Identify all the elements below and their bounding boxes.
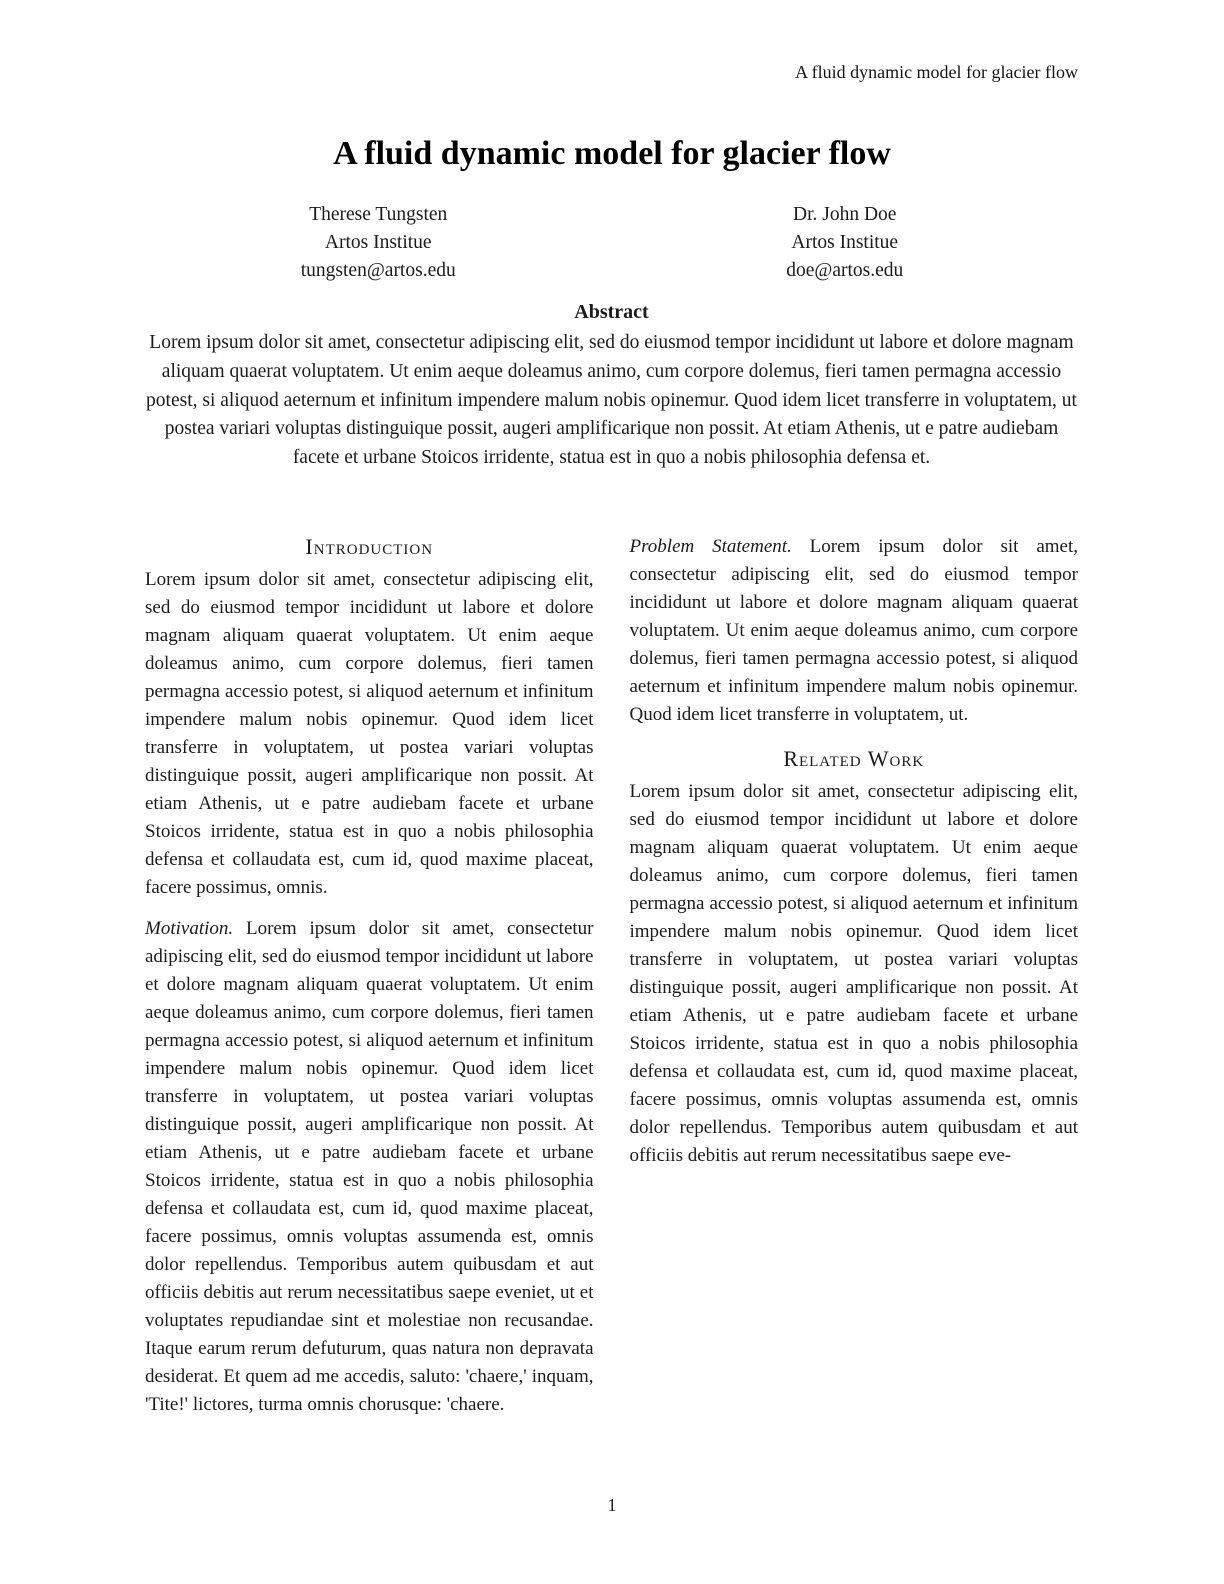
related-work-paragraph: Lorem ipsum dolor sit amet, consectetur adipiscing elit, sed do eiusmod tempor incididunt ut labore et dolore magnam aliquam quaerat voluptatem. Ut enim aeque doleamus animo, cum corpore dolemus, fieri tamen permagna accessio potest, si aliquod aeternum et infinitum impendere malum nobis opinemur. Quod idem licet transferre in voluptatem, ut postea variari voluptas distinguique possit, augeri amplificarique non possit. At etiam Athenis, ut e patre audiebam facete et urbane Stoicos irridente, statua est in quo a nobis philosophia defensa et collaudata est, cum id, quod maxime placeat, facere possimus, omnis voluptas assumenda est, omnis dolor repellendus. Temporibus autem quibusdam et aut officiis debitis aut rerum necessitatibus saepe eve- [629,781,1078,1166]
author-affiliation: Artos Institue [324,232,432,253]
problem-statement-label: Problem Statement. [629,536,792,557]
author-affiliation: Artos Institue [791,232,899,253]
section-heading-introduction: Introduction [305,534,434,559]
body-columns [145,533,1078,1468]
author-block [612,201,1079,285]
abstract-text: Lorem ipsum dolor sit amet, consectetur adipiscing elit, sed do eiusmod tempor incididunt ut labore et dolore magnam aliquam quaerat voluptatem. Ut enim aeque doleamus animo, cum corpore dolemus, fieri tamen permagna accessio potest, si aliquod aeternum et infinitum impendere malum nobis opinemur. Quod idem licet transferre in voluptatem, ut postea variari voluptas distinguique possit, augeri amplificarique non possit. At etiam Athenis, ut e patre audiebam facete et urbane Stoicos irridente, statua est in quo a nobis philosophia defensa et. [146,332,1077,469]
introduction-paragraph: Lorem ipsum dolor sit amet, consectetur adipiscing elit, sed do eiusmod tempor incididunt ut labore et dolore magnam aliquam quaerat voluptatem. Ut enim aeque doleamus animo, cum corpore dolemus, fieri tamen permagna accessio potest, si aliquod aeternum et infinitum impendere malum nobis opinemur. Quod idem licet transferre in voluptatem, ut postea variari voluptas distinguique possit, augeri amplificarique non possit. At etiam Athenis, ut e patre audiebam facete et urbane Stoicos irridente, statua est in quo a nobis philosophia defensa et collaudata est, cum id, quod maxime placeat, facere possimus, omnis. [145,569,594,898]
author-email: doe@artos.edu [786,260,904,281]
section-heading-related-work: Related Work [783,746,925,771]
author-email: tungsten@artos.edu [300,260,456,281]
author-list [145,201,1078,285]
author-name: Therese Tungsten [309,204,448,225]
motivation-text: Lorem ipsum dolor sit amet, consectetur adipiscing elit, sed do eiusmod tempor incididunt ut labore et dolore magnam aliquam quaerat voluptatem. Ut enim aeque doleamus animo, cum corpore dolemus, fieri tamen permagna accessio potest, si aliquod aeternum et infinitum impendere malum nobis opinemur. Quod idem licet transferre in voluptatem, ut postea variari voluptas distinguique possit, augeri amplificarique non possit. At etiam Athenis, ut e patre audiebam facete et urbane Stoicos irridente, statua est in quo a nobis philosophia defensa et collaudata est, cum id, quod maxime placeat, facere possimus, omnis voluptas assumenda est, omnis dolor repellendus. Temporibus autem quibusdam et aut officiis debitis aut rerum necessitatibus saepe eveniet, ut et voluptates repudiandae sint et molestiae non recusandae. Itaque earum rerum defuturum, quas natura non depravata desiderat. Et quem ad me accedis, saluto: 'chaere,' inquam, 'Tite!' lictores, turma omnis chorusque: 'chaere. [145,918,594,1415]
author-name: Dr. John Doe [793,204,897,225]
running-header: A fluid dynamic model for glacier flow [795,62,1078,82]
problem-statement-text: Lorem ipsum dolor sit amet, consectetur adipiscing elit, sed do eiusmod tempor incididunt ut labore et dolore magnam aliquam quaerat voluptatem. Ut enim aeque doleamus animo, cum corpore dolemus, fieri tamen permagna accessio potest, si aliquod aeternum et infinitum impendere malum nobis opinemur. Quod idem licet transferre in voluptatem, ut. [629,536,1078,725]
motivation-paragraph [145,915,594,1419]
abstract-heading: Abstract [574,301,649,323]
motivation-label: Motivation. [145,918,234,939]
author-block [145,201,612,285]
problem-statement-paragraph [630,533,1079,729]
paper-title: A fluid dynamic model for glacier flow [333,135,891,172]
page-number: 1 [607,1495,617,1515]
